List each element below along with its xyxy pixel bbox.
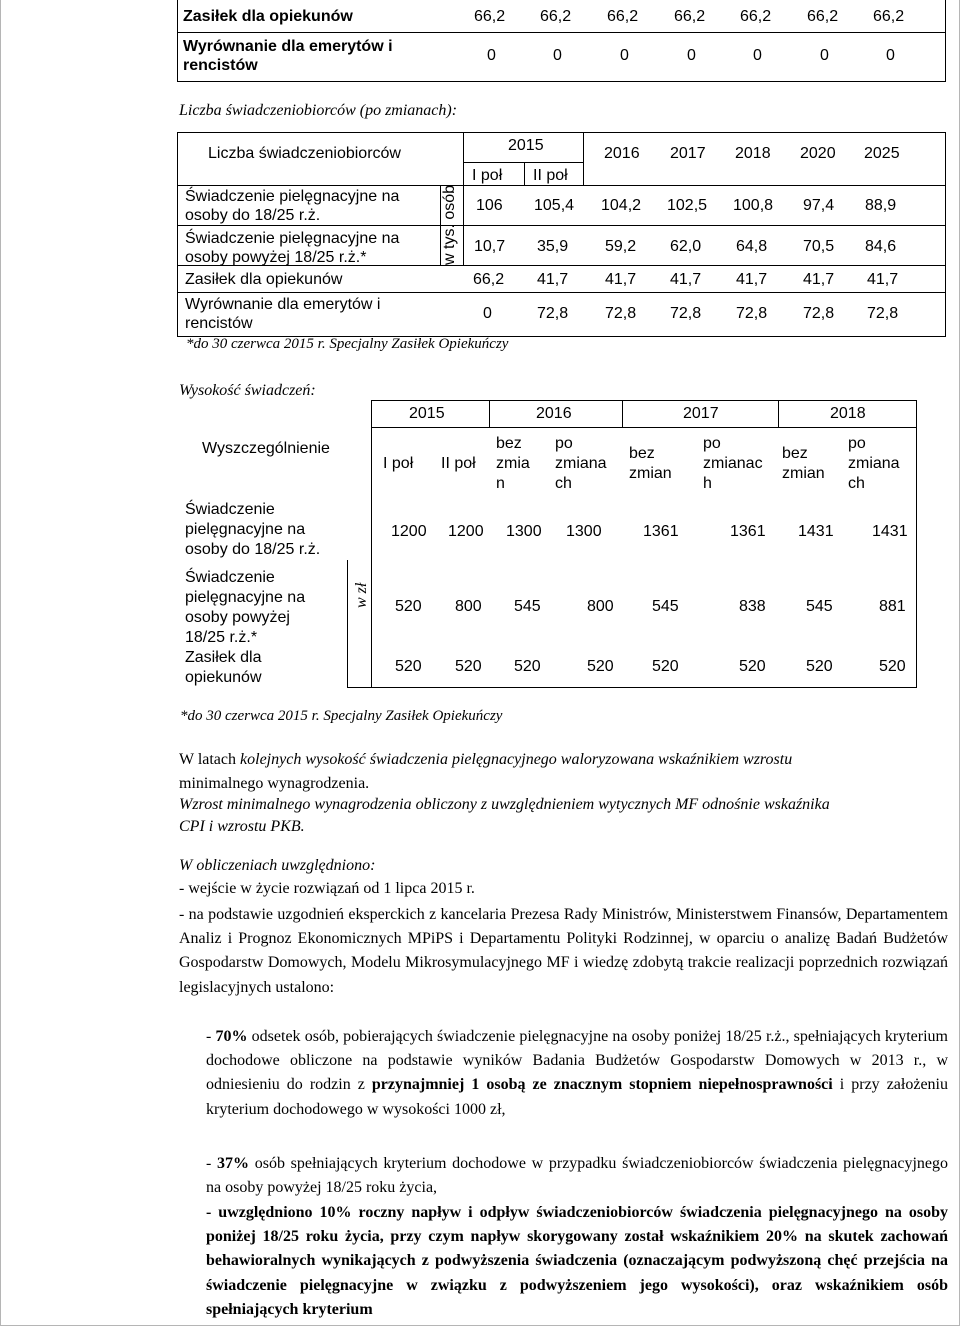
table-cell: 520 xyxy=(587,658,614,675)
subheader: po zmianac h xyxy=(703,435,763,492)
table-cell: 59,2 xyxy=(605,238,637,255)
table-cell: 102,5 xyxy=(667,197,708,214)
table-cell: 66,2 xyxy=(740,8,772,25)
table-cell: 520 xyxy=(455,658,482,675)
subheader: bez zmian xyxy=(782,445,825,482)
table-cell: 545 xyxy=(806,598,833,615)
table-cell: 545 xyxy=(514,598,541,615)
table-cell: 10,7 xyxy=(474,238,506,255)
section-title: Liczba świadczeniobiorców (po zmianach): xyxy=(179,102,458,119)
table-cell: 72,8 xyxy=(537,305,569,322)
row-label: Świadczenie pielęgnacyjne na osoby powyżej 18/25 r.ż.* xyxy=(185,569,306,646)
table-cell: 0 xyxy=(487,47,496,64)
paragraph: W obliczeniach uwzględniono: xyxy=(179,857,376,874)
table-cell: 97,4 xyxy=(803,197,835,214)
subheader: II poł xyxy=(441,455,476,472)
year-header: 2016 xyxy=(604,145,640,162)
table-cell: 520 xyxy=(514,658,541,675)
table-cell: 106 xyxy=(476,197,503,214)
year-header: 2025 xyxy=(864,145,900,162)
table-cell: 66,2 xyxy=(674,8,706,25)
table-cell: 881 xyxy=(879,598,906,615)
table-cell: 1300 xyxy=(566,523,602,540)
row-label: Zasiłek dla opiekunów xyxy=(185,271,343,288)
table-cell: 0 xyxy=(753,47,762,64)
table-cell: 41,7 xyxy=(605,271,637,288)
paragraph: - wejście w życie rozwiązań od 1 lipca 2015 r. xyxy=(179,880,475,897)
table-cell: 800 xyxy=(587,598,614,615)
table-cell: 0 xyxy=(553,47,562,64)
table-cell: 64,8 xyxy=(736,238,768,255)
list-item: - uwzględniono 10% roczny napływ i odpływ świadczeniobiorców świadczenia pielęgnacyjnego na osoby poniżej 18/25 roku życia, przy czym napływ skorygowany został wskaźnikiem 20% na skutek zachowań behawioralnych wynikających z podwyższenia świadczenia (oznaczającym podwyższoną chęć przejścia na świadczenie pielęgnacyjne w związku z podwyższeniem jego wysokości), oraz wskaźnikiem osób spełniających kryterium xyxy=(206,1204,948,1318)
table-cell: 520 xyxy=(395,658,422,675)
table-cell: 84,6 xyxy=(865,238,897,255)
year-header: 2020 xyxy=(800,145,836,162)
footnote: *do 30 czerwca 2015 r. Specjalny Zasiłek Opiekuńczy xyxy=(186,336,509,352)
year-header: 2018 xyxy=(830,405,866,422)
header-label: Wyszczególnienie xyxy=(202,440,330,457)
table-cell: 520 xyxy=(395,598,422,615)
table-cell: 88,9 xyxy=(865,197,897,214)
table-cell: 41,7 xyxy=(803,271,835,288)
subheader: po zmiana ch xyxy=(555,435,607,492)
table-cell: 100,8 xyxy=(733,197,774,214)
table-cell: 72,8 xyxy=(605,305,637,322)
subheader: I poł xyxy=(383,455,414,472)
table-cell: 66,2 xyxy=(473,271,505,288)
year-header: 2018 xyxy=(735,145,771,162)
table-cell: 0 xyxy=(483,305,492,322)
table-cell: 800 xyxy=(455,598,482,615)
table-cell: 41,7 xyxy=(670,271,702,288)
table-cell: 66,2 xyxy=(873,8,905,25)
year-header: 2017 xyxy=(683,405,719,422)
table-cell: 104,2 xyxy=(601,197,642,214)
subheader: bez zmia n xyxy=(496,435,530,492)
table-cell: 72,8 xyxy=(803,305,835,322)
row-label: Świadczenie pielęgnacyjne na osoby do 18/25 r.ż. xyxy=(185,501,321,558)
table-cell: 520 xyxy=(806,658,833,675)
half-header: I poł xyxy=(472,167,503,184)
year-header: 2016 xyxy=(536,405,572,422)
subheader: po zmiana ch xyxy=(848,435,900,492)
paragraph: Wzrost minimalnego wynagrodzenia obliczony z uwzględnieniem wytycznych MF odnośnie wskaźnika CPI i wzrostu PKB. xyxy=(179,796,830,835)
table-cell: 66,2 xyxy=(807,8,839,25)
paragraph: - na podstawie uzgodnień eksperckich z kancelaria Prezesa Rady Ministrów, Ministerstwem Finansów, Departamentem Analiz i Prognoz Ekonomicznych MPiPS i Departamentu Polityki Rodzinnej, w oparciu o analizę Badań Budżetów Gospodarstw Domowych, Modelu Mikrosymulacyjnego MF i wiedzę zdobytą trakcie realizacji poprzednich rozwiązań legislacyjnych ustalono: xyxy=(179,906,948,996)
table-cell: 1200 xyxy=(391,523,427,540)
table-cell: 520 xyxy=(879,658,906,675)
table-cell: 520 xyxy=(652,658,679,675)
year-header: 2015 xyxy=(409,405,445,422)
year-header: 2015 xyxy=(508,137,544,154)
row-label: Wyrównanie dla emerytów i rencistów xyxy=(183,38,393,74)
section-title: Wysokość świadczeń: xyxy=(179,382,316,399)
table-cell: 520 xyxy=(739,658,766,675)
subheader: bez zmian xyxy=(629,445,672,482)
table-cell: 41,7 xyxy=(736,271,768,288)
table-cell: 70,5 xyxy=(803,238,835,255)
table-cell: 41,7 xyxy=(867,271,899,288)
table-cell: 1200 xyxy=(448,523,484,540)
year-header: 2017 xyxy=(670,145,706,162)
row-label: Wyrównanie dla emerytów i rencistów xyxy=(185,296,381,332)
table-cell: 0 xyxy=(886,47,895,64)
table-cell: 35,9 xyxy=(537,238,569,255)
table-cell: 105,4 xyxy=(534,197,575,214)
half-header: II poł xyxy=(533,167,568,184)
unit-label: w zł xyxy=(353,582,370,608)
table-cell: 72,8 xyxy=(867,305,899,322)
list-item: - 37% osób spełniających kryterium dochodowe w przypadku świadczeniobiorców świadczenia pielęgnacyjnego na osoby powyżej 18/25 roku życia, xyxy=(206,1155,949,1197)
table-cell: 66,2 xyxy=(540,8,572,25)
row-label: Świadczenie pielęgnacyjne na osoby do 18/25 r.ż. xyxy=(185,188,400,224)
table-cell: 62,0 xyxy=(670,238,702,255)
table-cell: 66,2 xyxy=(474,8,506,25)
unit-label: w tys. osób xyxy=(441,184,458,265)
row-label: Świadczenie pielęgnacyjne na osoby powyżej 18/25 r.ż.* xyxy=(185,230,400,266)
table-cell: 41,7 xyxy=(537,271,569,288)
table-cell: 0 xyxy=(820,47,829,64)
table-cell: 66,2 xyxy=(607,8,639,25)
table-cell: 1300 xyxy=(506,523,542,540)
table-cell: 0 xyxy=(687,47,696,64)
row-label: Zasiłek dla opiekunów xyxy=(183,8,353,25)
table-cell: 1431 xyxy=(872,523,908,540)
table-cell: 838 xyxy=(739,598,766,615)
table-cell: 1361 xyxy=(730,523,766,540)
footnote: *do 30 czerwca 2015 r. Specjalny Zasiłek Opiekuńczy xyxy=(180,708,503,724)
row-label: Zasiłek dla opiekunów xyxy=(185,649,262,686)
table-cell: 72,8 xyxy=(736,305,768,322)
header-label: Liczba świadczeniobiorców xyxy=(208,145,401,162)
table-cell: 545 xyxy=(652,598,679,615)
paragraph: W latach kolejnych wysokość świadczenia pielęgnacyjnego waloryzowana wskaźnikiem wzrostu minimalnego wynagrodzenia. xyxy=(179,751,793,792)
table-cell: 1361 xyxy=(643,523,679,540)
table-cell: 72,8 xyxy=(670,305,702,322)
table-cell: 1431 xyxy=(798,523,834,540)
table-cell: 0 xyxy=(620,47,629,64)
list-item: - 70% odsetek osób, pobierających świadczenie pielęgnacyjne na osoby poniżej 18/25 r.ż., spełniających kryterium dochodowe obliczone na podstawie wyników Badania Budżetów Gospodarstw Domowych w 2013 r., w odniesieniu do rodzin z przynajmniej 1 osobą ze znacznym stopniem niepełnosprawności i przy założeniu kryterium dochodowego w wysokości 1000 zł, xyxy=(206,1028,949,1118)
